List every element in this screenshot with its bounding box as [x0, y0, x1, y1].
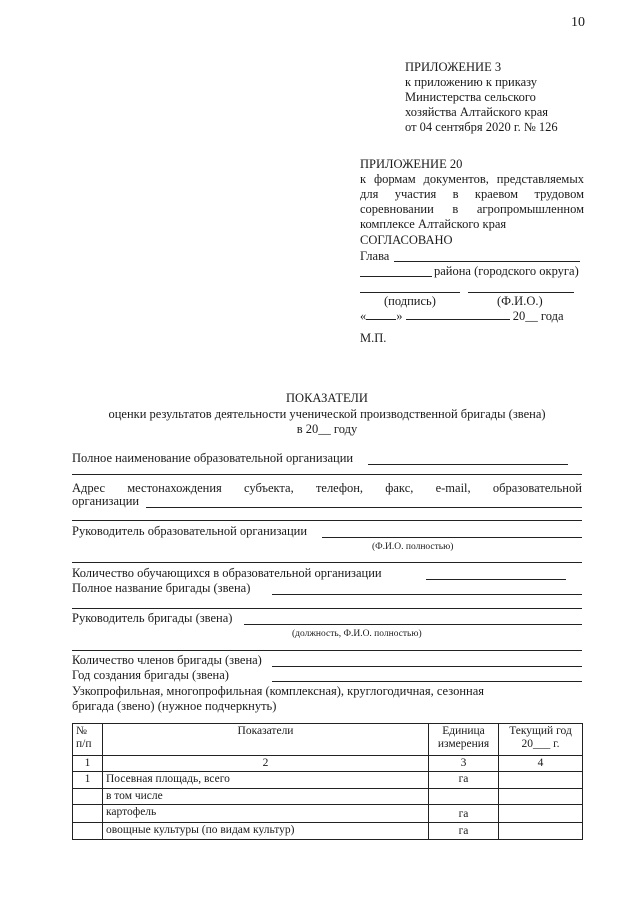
heading-subtitle: оценки результатов деятельности ученической производственной бригады (звена) [108, 407, 546, 421]
brigade-head-line-2[interactable] [72, 650, 582, 651]
row-value-cell[interactable] [499, 772, 583, 789]
address-word: факс, [385, 481, 414, 495]
students-label: Количество обучающихся в образовательной организации [72, 566, 382, 580]
header-current-year: Текущий год 20___ г. [499, 724, 583, 756]
table-row [73, 772, 583, 789]
row-unit: га [429, 823, 499, 840]
appendix-3-line: Министерства сельского [405, 90, 536, 104]
row-num [73, 823, 103, 840]
stamp-label: М.П. [360, 331, 387, 345]
fio-line[interactable] [468, 292, 574, 293]
director-hint: (Ф.И.О. полностью) [372, 542, 454, 552]
appendix-3-line: хозяйства Алтайского края [405, 105, 548, 119]
brigade-name-line[interactable] [272, 594, 582, 595]
row-indicator: картофель [103, 805, 429, 823]
appendix-20-line: комплексе Алтайского края [360, 217, 507, 231]
row-unit: га [429, 805, 499, 823]
fio-hint: (Ф.И.О.) [497, 294, 543, 308]
members-line[interactable] [272, 666, 582, 667]
row-num: 1 [73, 772, 103, 789]
header-indicators: Показатели [103, 724, 429, 756]
header-num: № п/п [73, 724, 103, 756]
table-row [73, 823, 583, 840]
approval-title: СОГЛАСОВАНО [360, 233, 453, 247]
heading-year: в 20__ году [296, 422, 358, 436]
brigade-type-line-2: бригада (звено) (нужное подчеркнуть) [72, 699, 277, 713]
approval-district-label: района (городского округа) [434, 264, 579, 278]
row-indicator: в том числе [103, 789, 429, 805]
brigade-name-label: Полное название бригады (звена) [72, 581, 251, 595]
colnum-cell: 1 [73, 756, 103, 772]
colnum-cell: 3 [429, 756, 499, 772]
table-header-row [73, 724, 583, 756]
address-label-row [72, 481, 582, 496]
quote-close: » [396, 309, 403, 323]
address-word: телефон, [315, 481, 364, 495]
appendix-3-title: ПРИЛОЖЕНИЕ 3 [405, 60, 502, 74]
appendix-20-title: ПРИЛОЖЕНИЕ 20 [360, 157, 463, 171]
page-number: 10 [571, 15, 585, 30]
day-line[interactable] [366, 308, 396, 320]
address-word: субъекта, [243, 481, 294, 495]
signature-hint: (подпись) [384, 294, 436, 308]
students-line[interactable] [426, 579, 566, 580]
appendix-20-line: к формам документов, представляемых [360, 172, 584, 186]
row-unit [429, 789, 499, 805]
row-indicator: овощные культуры (по видам культур) [103, 823, 429, 840]
address-line[interactable] [146, 507, 582, 508]
full-name-line-2[interactable] [72, 474, 582, 475]
row-unit: га [429, 772, 499, 789]
address-line-2[interactable] [72, 520, 582, 521]
row-num [73, 789, 103, 805]
full-name-label: Полное наименование образовательной организации [72, 451, 354, 465]
director-line[interactable] [322, 537, 582, 538]
full-name-line[interactable] [368, 464, 568, 465]
row-value-cell[interactable] [499, 805, 583, 823]
address-word: образовательной [492, 481, 582, 495]
year-created-line[interactable] [272, 681, 582, 682]
address-word: e-mail, [435, 481, 471, 495]
table-colnum-row [73, 756, 583, 772]
table-row [73, 805, 583, 823]
indicators-table [72, 723, 583, 840]
row-value-cell[interactable] [499, 823, 583, 840]
director-label: Руководитель образовательной организации [72, 524, 308, 538]
director-line-2[interactable] [72, 562, 582, 563]
approval-date-row [360, 308, 574, 324]
brigade-head-label: Руководитель бригады (звена) [72, 611, 233, 625]
colnum-cell: 2 [103, 756, 429, 772]
approval-head-label: Глава [360, 249, 390, 263]
brigade-head-hint: (должность, Ф.И.О. полностью) [292, 629, 422, 639]
brigade-head-line[interactable] [244, 624, 582, 625]
month-line[interactable] [406, 308, 510, 320]
appendix-20-line: для участия в краевом трудовом [360, 187, 584, 201]
row-indicator: Посевная площадь, всего [103, 772, 429, 789]
table-row [73, 789, 583, 805]
row-num [73, 805, 103, 823]
district-name-line[interactable] [360, 276, 432, 277]
signature-line[interactable] [360, 292, 460, 293]
head-name-line[interactable] [394, 261, 580, 262]
header-unit: Единица измерения [429, 724, 499, 756]
colnum-cell: 4 [499, 756, 583, 772]
brigade-type-line-1: Узкопрофильная, многопрофильная (комплексная), круглогодичная, сезонная [72, 684, 485, 698]
address-label-2: организации [72, 494, 140, 508]
year-created-label: Год создания бригады (звена) [72, 668, 229, 682]
address-word: Адрес [72, 481, 106, 495]
row-value-cell[interactable] [499, 789, 583, 805]
appendix-20-block [360, 157, 584, 232]
heading-title: ПОКАЗАТЕЛИ [286, 391, 368, 405]
members-label: Количество членов бригады (звена) [72, 653, 262, 667]
appendix-3-block [405, 60, 605, 135]
appendix-3-line: от 04 сентября 2020 г. № 126 [405, 120, 558, 134]
appendix-3-line: к приложению к приказу [405, 75, 538, 89]
quote-open: « [360, 309, 367, 323]
address-word: местонахождения [127, 481, 222, 495]
brigade-name-line-2[interactable] [72, 608, 582, 609]
appendix-20-line: соревновании в агропромышленном [360, 202, 584, 216]
year-label: 20__ года [512, 309, 564, 323]
